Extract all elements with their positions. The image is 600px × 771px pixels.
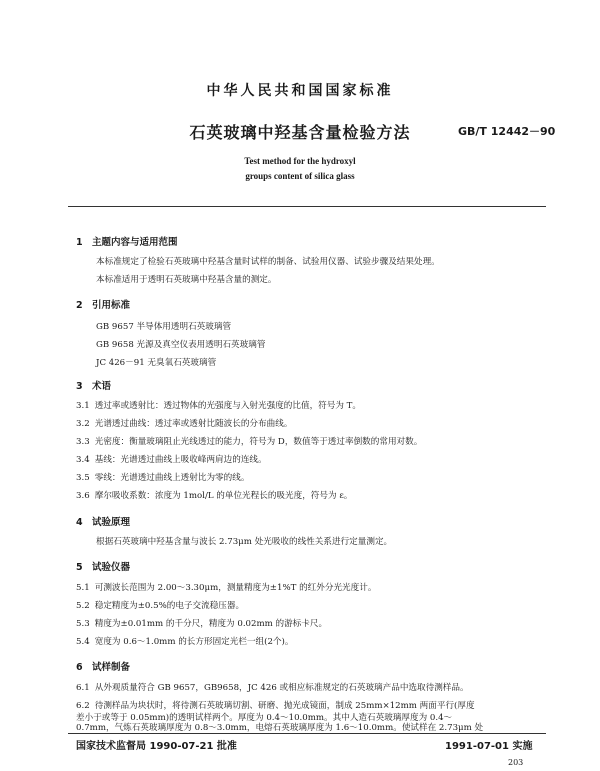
standard-number: GB/T 12442－90 <box>458 125 556 138</box>
section-3-heading: 3 术语 <box>76 381 112 392</box>
approval-date: 国家技术监督局 1990-07-21 批准 <box>76 741 237 752</box>
term-item: 3.5 零线：光谱透过曲线上透射比为零的线。 <box>76 473 250 483</box>
section-2-heading: 2 引用标准 <box>76 300 131 311</box>
instrument-item: 5.3 精度为±0.01mm 的千分尺，精度为 0.02mm 的游标卡尺。 <box>76 619 328 629</box>
sample-item-continuation: 0.7mm，气炼石英玻璃厚度为 0.8～3.0mm，电熔石英玻璃厚度为 1.6～10.0mm。使试样在 2.73μm 处 <box>76 723 484 733</box>
section-5-heading: 5 试验仪器 <box>76 562 131 573</box>
term-item: 3.4 基线：光谱透过曲线上吸收峰两肩边的连线。 <box>76 455 267 465</box>
sample-item: 6.2 待测样品为块状时，将待测石英玻璃切割、研磨、抛光成镜面，制成 25mm×12mm 两面平行(厚度 <box>76 701 475 711</box>
reference-item: GB 9657 半导体用透明石英玻璃管 <box>96 322 232 332</box>
term-item: 3.6 摩尔吸收系数：浓度为 1mol/L 的单位光程长的吸光度，符号为 ε。 <box>76 491 353 501</box>
header-divider <box>68 206 546 207</box>
section-6-heading: 6 试样制备 <box>76 662 131 673</box>
instrument-item: 5.2 稳定精度为±0.5%的电子交流稳压器。 <box>76 601 245 611</box>
term-item: 3.3 光密度：衡量玻璃阻止光线透过的能力，符号为 D，数值等于透过率倒数的常用对数。 <box>76 437 423 447</box>
sample-item-continuation: 差小于或等于 0.05mm)的透明试样两个。厚度为 0.4～10.0mm。其中人造石英玻璃厚度为 0.4～ <box>76 713 453 723</box>
footer-divider <box>68 733 546 734</box>
section-1-paragraph-1: 本标准规定了检验石英玻璃中羟基含量时试样的制备、试验用仪器、试验步骤及结果处理。 <box>96 257 440 267</box>
term-item: 3.2 光谱透过曲线：透过率或透射比随波长的分布曲线。 <box>76 419 293 429</box>
page-number: 203 <box>508 758 524 767</box>
sample-item: 6.1 从外观质量符合 GB 9657，GB9658，JC 426 或相应标准规定的石英玻璃产品中选取待测样品。 <box>76 683 469 693</box>
instrument-item: 5.4 宽度为 0.6～1.0mm 的长方形固定光栏一组(2个)。 <box>76 637 294 647</box>
instrument-item: 5.1 可测波长范围为 2.00～3.30μm，测量精度为±1%T 的红外分光光度计。 <box>76 583 377 593</box>
reference-item: GB 9658 光源及真空仪表用透明石英玻璃管 <box>96 340 266 350</box>
national-standard-heading: 中华人民共和国国家标准 <box>206 83 394 99</box>
document-title: 石英玻璃中羟基含量检验方法 <box>189 123 411 142</box>
implementation-date: 1991-07-01 实施 <box>445 741 533 752</box>
section-4-paragraph: 根据石英玻璃中羟基含量与波长 2.73μm 处光吸收的线性关系进行定量测定。 <box>96 537 393 547</box>
term-item: 3.1 透过率或透射比：透过物体的光强度与入射光强度的比值，符号为 T。 <box>76 401 362 411</box>
section-4-heading: 4 试验原理 <box>76 517 131 528</box>
english-title-line-1: Test method for the hydroxyl <box>244 156 356 166</box>
reference-item: JC 426－91 无臭氧石英玻璃管 <box>96 358 217 368</box>
english-title-line-2: groups content of silica glass <box>245 171 355 181</box>
section-1-paragraph-2: 本标准适用于透明石英玻璃中羟基含量的测定。 <box>96 275 277 285</box>
section-1-heading: 1 主题内容与适用范围 <box>76 237 178 248</box>
